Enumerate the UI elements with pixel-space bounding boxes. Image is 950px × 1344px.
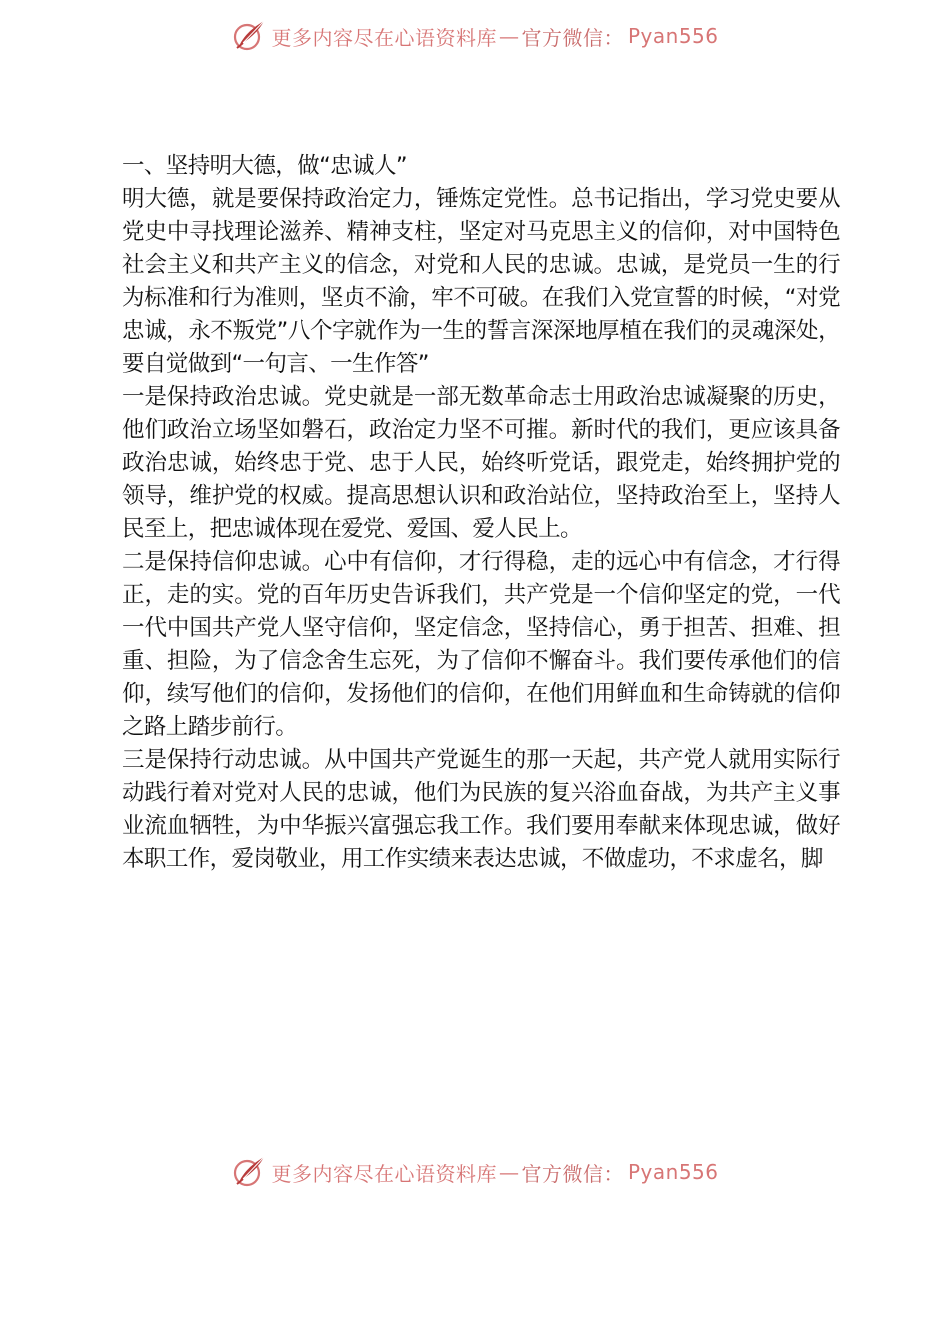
watermark-wechat-id: Pyan556 xyxy=(627,1160,719,1184)
section-heading: 一、坚持明大德，做“忠诚人” xyxy=(122,153,407,179)
footer-watermark xyxy=(0,1150,950,1194)
watermark-dash: — xyxy=(498,1160,520,1184)
watermark-wechat-label: 官方微信： xyxy=(521,1161,624,1186)
quill-logo-icon xyxy=(231,1154,267,1190)
watermark-main-text: 更多内容尽在心语资料库 xyxy=(271,1161,497,1186)
document-body xyxy=(122,150,840,876)
header-watermark xyxy=(0,14,950,58)
paragraph-intro: 明大德，就是要保持政治定力，锤炼定党性。总书记指出，学习党史要从党史中寻找理论滋养、精神支柱，坚定对马克思主义的信仰，对中国特色社会主义和共产主义的信念，对党和人民的忠诚。忠诚，是党员一生的行为标准和行为准则，坚贞不渝，牢不可破。在我们入党宣誓的时候，“对党忠诚，永不叛党”八个字就作为一生的誓言深深地厚植在我们的灵魂深处，要自觉做到“一句言、一生作答” xyxy=(122,186,840,377)
paragraph-political-loyalty: 一是保持政治忠诚。党史就是一部无数革命志士用政治忠诚凝聚的历史，他们政治立场坚如磐石，政治定力坚不可摧。新时代的我们，更应该具备政治忠诚，始终忠于党、忠于人民，始终听党话，跟党走，始终拥护党的领导，维护党的权威。提高思想认识和政治站位，坚持政治至上，坚持人民至上，把忠诚体现在爱党、爱国、爱人民上。 xyxy=(122,384,840,542)
paragraph-faith-loyalty: 二是保持信仰忠诚。心中有信仰，才行得稳，走的远心中有信念，才行得正，走的实。党的百年历史告诉我们，共产党是一个信仰坚定的党，一代一代中国共产党人坚守信仰，坚定信念，坚持信心，勇于担苦、担难、担重、担险，为了信念舍生忘死，为了信仰不懈奋斗。我们要传承他们的信仰，续写他们的信仰，发扬他们的信仰，在他们用鲜血和生命铸就的信仰之路上踏步前行。 xyxy=(122,549,840,740)
paragraph-action-loyalty: 三是保持行动忠诚。从中国共产党诞生的那一天起，共产党人就用实际行动践行着对党对人民的忠诚，他们为民族的复兴浴血奋战，为共产主义事业流血牺牲，为中华振兴富强忘我工作。我们要用奉献来体现忠诚，做好本职工作，爱岗敬业，用工作实绩来表达忠诚，不做虚功，不求虚名，脚 xyxy=(122,747,840,872)
watermark-wechat-label: 官方微信： xyxy=(521,25,624,50)
watermark-dash: — xyxy=(498,24,520,48)
quill-logo-icon xyxy=(231,18,267,54)
watermark-main-text: 更多内容尽在心语资料库 xyxy=(271,25,497,50)
watermark-wechat-id: Pyan556 xyxy=(627,24,719,48)
